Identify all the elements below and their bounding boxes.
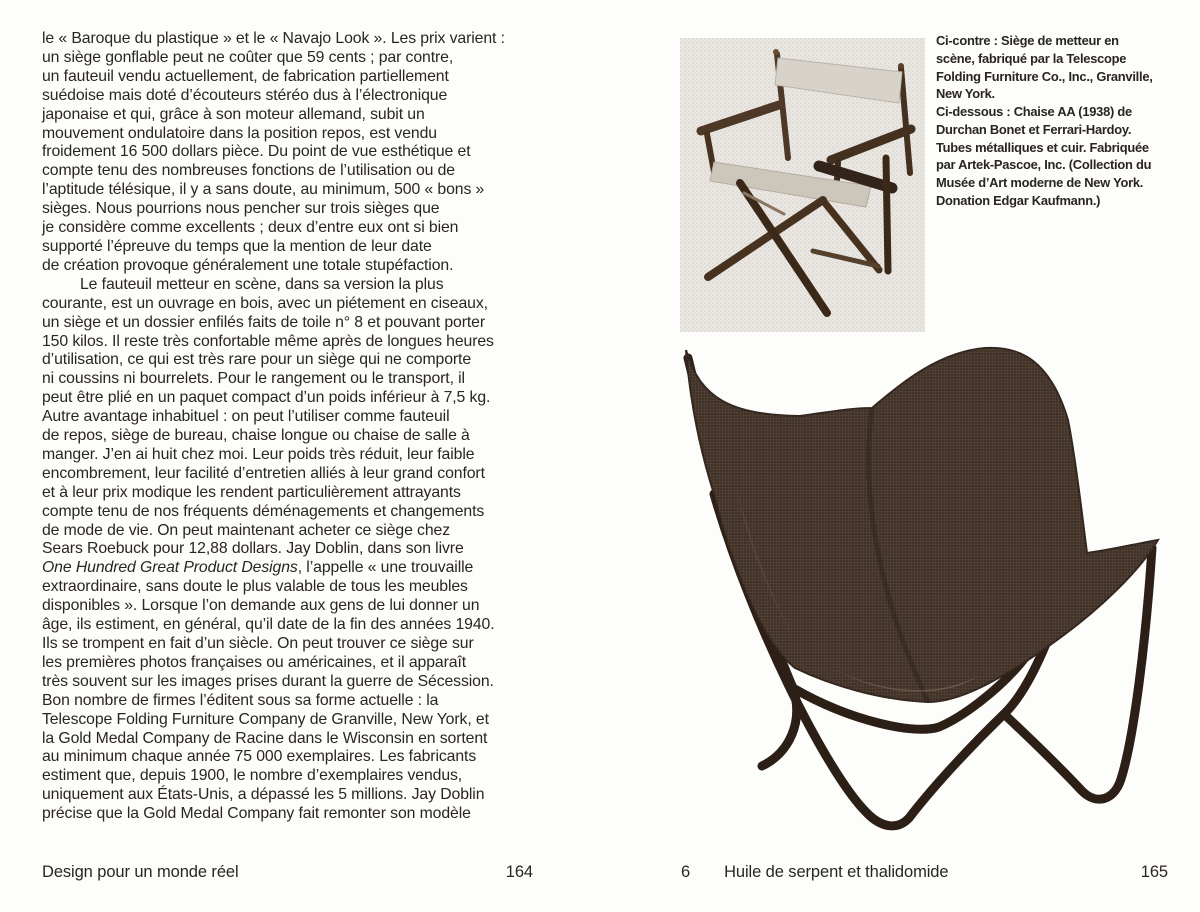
caption-line: par Artek-Pascoe, Inc. (Collection du: [936, 157, 1152, 173]
body-text-line: la Gold Medal Company de Racine dans le Wisconsin en sortent: [42, 729, 488, 747]
body-text-line: mouvement ondulatoire dans la position repos, est vendu: [42, 124, 437, 142]
photo-caption: [936, 32, 1176, 210]
body-text-line: encombrement, leur facilité d’entretien alliés à leur grand confort: [42, 464, 485, 482]
body-text-line: et à leur prix modique les rendent particulièrement attrayants: [42, 483, 461, 501]
body-text-line: très souvent sur les images prises durant la guerre de Sécession.: [42, 672, 494, 690]
body-text-line: courante, est un ouvrage en bois, avec un piétement en ciseaux,: [42, 294, 488, 312]
caption-line: scène, fabriqué par la Telescope: [936, 50, 1127, 66]
body-text-line: au minimum chaque année 75 000 exemplaires. Les fabricants: [42, 748, 477, 766]
caption-line: Durchan Bonet et Ferrari-Hardoy.: [936, 121, 1132, 137]
caption-line: Folding Furniture Co., Inc., Granville,: [936, 68, 1153, 84]
body-text-line: Le fauteuil metteur en scène, dans sa version la plus: [80, 275, 444, 293]
page-number-left: 164: [505, 863, 533, 881]
body-text-line: l’aptitude télésique, il y a sans doute, au minimum, 500 « bons »: [42, 181, 485, 199]
body-text-line: One Hundred Great Product Designs, l’appelle « une trouvaille: [42, 559, 474, 577]
body-text-line: Autre avantage inhabituel : on peut l’utiliser comme fauteuil: [42, 408, 450, 426]
body-text-line: précise que la Gold Medal Company fait remonter son modèle: [42, 805, 471, 823]
leather-sling: [686, 348, 1158, 702]
caption-line: Musée d’Art moderne de New York.: [936, 175, 1144, 190]
right-page-footer: [681, 863, 1168, 882]
body-text-line: manger. J’en ai huit chez moi. Leur poids très réduit, leur faible: [42, 445, 475, 463]
body-text-line: je considère comme excellents ; deux d’entre eux ont si bien: [42, 219, 459, 237]
body-text-line: peut être plié en un paquet compact d’un poids inférieur à 7,5 kg.: [42, 389, 491, 407]
body-text-line: uniquement aux États-Unis, a dépassé les 5 millions. Jay Doblin: [42, 786, 485, 804]
body-text-line: un fauteuil vendu actuellement, de fabrication partiellement: [42, 67, 449, 85]
body-text-line: Ils se trompent en fait d’un siècle. On peut trouver ce siège sur: [42, 635, 474, 652]
body-text-line: compte tenu des nombreuses fonctions de l’utilisation ou de: [42, 162, 455, 180]
caption-line: New York.: [936, 86, 995, 102]
body-text-line: Bon nombre de firmes l’éditent sous sa forme actuelle : la: [42, 691, 439, 709]
left-page-footer: [42, 863, 533, 882]
chapter-title: Huile de serpent et thalidomide: [724, 863, 949, 881]
body-text-line: le « Baroque du plastique » et le « Navajo Look ». Les prix varient :: [42, 30, 505, 47]
body-text-line: disponibles ». Lorsque l’on demande aux gens de lui donner un: [42, 597, 480, 615]
caption-line: Tubes métalliques et cuir. Fabriquée: [936, 139, 1149, 155]
body-text-line: Sears Roebuck pour 12,88 dollars. Jay Doblin, dans son livre: [42, 540, 464, 558]
body-text-line: âge, ils estiment, en général, qu’il date de la fin des années 1940.: [42, 616, 495, 634]
body-text-line: 150 kilos. Il reste très confortable même après de longues heures: [42, 332, 494, 350]
page-number-right: 165: [1140, 863, 1168, 881]
butterfly-chair-photo: [636, 338, 1196, 860]
body-text-line: ni coussins ni bourrelets. Pour le rangement ou le transport, il: [42, 370, 465, 388]
body-text-line: de création provoque généralement une totale stupéfaction.: [42, 256, 454, 274]
book-title-italic: One Hundred Great Product Designs: [42, 559, 298, 577]
body-text-line: froidement 16 500 dollars pièce. Du point de vue esthétique et: [42, 143, 471, 161]
body-text-line: supporté l’épreuve du temps que la mention de leur date: [42, 237, 432, 255]
caption-line: Donation Edgar Kaufmann.): [936, 192, 1101, 208]
director-chair-photo: [680, 38, 925, 332]
body-text-line: estiment que, depuis 1900, le nombre d’exemplaires vendus,: [42, 767, 463, 785]
body-text-line: compte tenu de nos fréquents déménagements et changements: [42, 502, 485, 520]
body-text-line: un siège et un dossier enfilés faits de toile n° 8 et pouvant porter: [42, 313, 485, 331]
body-text-line: de mode de vie. On peut maintenant acheter ce siège chez: [42, 521, 451, 539]
body-text-line: sièges. Nous pourrions nous pencher sur trois sièges que: [42, 200, 440, 218]
body-text-line: suédoise mais doté d’écouteurs stéréo dus à l’électronique: [42, 86, 448, 104]
left-page-body-text: [42, 30, 562, 824]
body-text-line: les premières photos françaises ou américaines, et il apparaît: [42, 653, 467, 671]
chapter-number: 6: [681, 863, 691, 881]
body-text-line: extraordinaire, sans doute le plus valable de tous les meubles: [42, 578, 468, 596]
body-text-line: de repos, siège de bureau, chaise longue ou chaise de salle à: [42, 427, 470, 445]
body-text-line: Telescope Folding Furniture Company de Granville, New York, et: [42, 710, 489, 728]
body-text-line: un siège gonflable peut ne coûter que 59 cents ; par contre,: [42, 48, 454, 66]
book-title: Design pour un monde réel: [42, 863, 239, 881]
body-text-line: d’utilisation, ce qui est très rare pour un siège qui ne comporte: [42, 351, 472, 369]
caption-line: Ci-contre : Siège de metteur en: [936, 33, 1119, 48]
caption-line: Ci-dessous : Chaise AA (1938) de: [936, 104, 1132, 119]
body-text-line: japonaise et qui, grâce à son moteur allemand, subit un: [42, 105, 425, 123]
